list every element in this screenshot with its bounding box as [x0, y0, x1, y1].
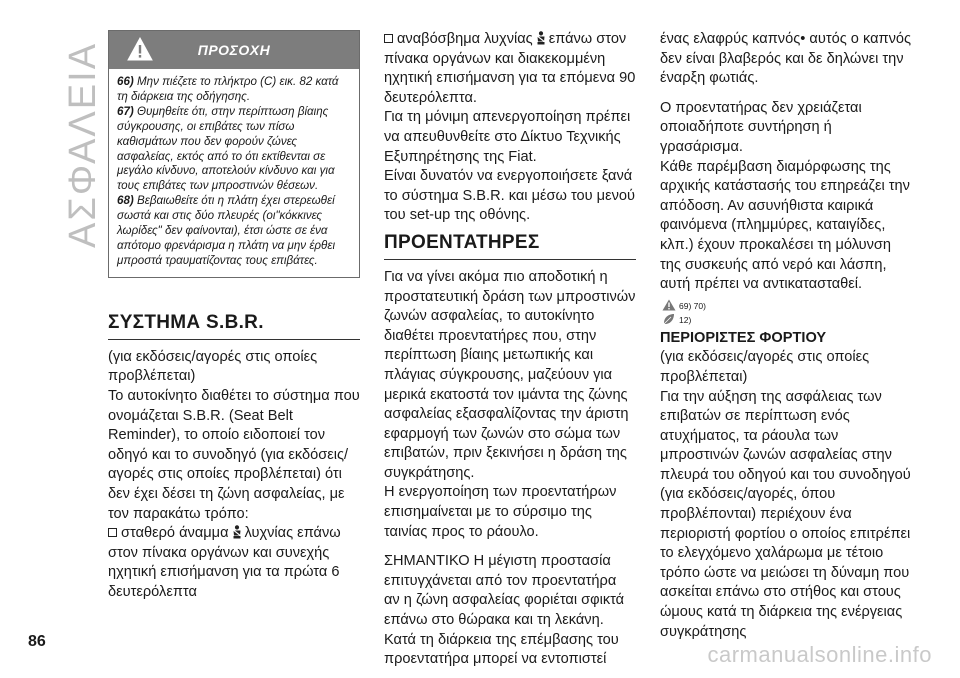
warning-title: ΠΡΟΣΟΧΗ: [197, 42, 271, 58]
load-limiters-availability: (για εκδόσεις/αγορές στις οποίες προβλέπεται): [660, 349, 870, 385]
bullet-text: σταθερό άναμμα: [121, 525, 229, 542]
section-tab-label: ΑΣΦΑΛΕΙΑ: [62, 41, 104, 248]
warning-item-67: [117, 105, 351, 194]
warning-item-66: [117, 75, 351, 105]
warning-number: 67): [117, 104, 134, 118]
seatbelt-icon: [231, 525, 243, 539]
warning-body: [109, 69, 359, 277]
sbr-description: Το αυτοκίνητο διαθέτει το σύστημα που ονομάζεται S.B.R. (Seat Belt Reminder), το οποίο ειδοποιεί τον οδηγό και το συνοδηγό (για εκδόσεις/αγορές στις οποίες προβλέπεται) ότι δεν έχει δέσει τη ζώνη ασφαλείας, με τον παρακάτω τρόπο:: [108, 387, 360, 522]
bullet-square-icon: [108, 528, 117, 537]
column-2: [384, 30, 636, 670]
watermark: carmanualsonline.info: [707, 642, 932, 667]
load-limiters-heading: ΠΕΡΙΟΡΙΣΤΕΣ ΦΟΡΤΙΟΥ: [660, 329, 827, 346]
reference-numbers: 12): [679, 314, 692, 325]
pretensioners-p2: Η ενεργοποίηση των προεντατήρων επισημαίνεται με το σύρσιμο της ταινίας προς το ράουλο.: [384, 484, 617, 540]
reference-numbers: 69) 70): [679, 300, 706, 311]
bullet-text: αναβόσβημα λυχνίας: [397, 31, 533, 47]
pretensioners-p1: Για να γίνει ακόμα πιο αποδοτική η προστατευτική δράση των μπροστινών ζωνών ασφαλείας, το αυτοκίνητο διαθέτει προεντατήρες που, στην περίπτωση βίαιης μετωπικής και πλάγιας σύγκρουσης, μαζεύουν για μερικά εκατοστά τον ιμάντα της ζώνης ασφαλείας εξασφαλίζοντας την άριστη εφαρμογή των ζωνών στο σώμα των επιβατών, πριν ξεκινήσει η δράση της συγκράτησης.: [384, 268, 636, 481]
pretensioners-p4: Κατά τη διάρκεια της επέμβασης του προεντατήρα μπορεί να εντοπιστεί: [384, 631, 619, 668]
warning-header: [109, 31, 359, 69]
warning-triangle-icon: [662, 299, 676, 311]
page-number: 86: [28, 633, 46, 650]
pretensioners-p7: Κάθε παρέμβαση διαμόρφωσης της αρχικής κατάστασής του επηρεάζει την απόδοση. Αν ασυνήθιστα καιρικά φαινόμενα (πλημμύρες, καταιγίδες, κλπ.) έχουν προκαλέσει τη μόλυνση της συσκευής από νερό και λάσπη, αυτή πρέπει να αντικατασταθεί.: [660, 158, 910, 293]
bullet-text: λυχνίας επάνω στον πίνακα οργάνων και συνεχής ηχητική επισήμανση για τα πρώτα 6 δευτερόλεπτα: [108, 525, 341, 600]
references: [662, 299, 912, 327]
sbr-bullet-2: [384, 30, 636, 108]
warning-text: Βεβαιωθείτε ότι η πλάτη έχει στερεωθεί σωστά και στις δύο πλευρές (οι"κόκκινες λωρίδες" δεν φαίνονται), έτσι ώστε σε ένα απότομο φρενάρισμα η πλάτη να μην έρθει μπροστά τραυματίζοντας τους επιβάτες.: [117, 194, 336, 267]
reference-warning: [662, 299, 912, 313]
load-limiters-description: Για την αύξηση της ασφάλειας των επιβατών σε περίπτωση ενός ατυχήματος, τα ράουλα των μπροστινών ζωνών ασφαλείας στην πλευρά του οδηγού και του συνοδηγού (για εκδόσεις/αγορές, όπου προβλέπονται) περιέχουν ένα περιοριστή φορτίου ο οποίος επιτρέπει το ελεγχόμενο χαλάρωμα με τέτοιο τρόπο ώστε να μειώσει τη δύναμη που ασκείται επάνω στο στήθος και στους ώμους κατά τη διάρκεια της ενέργειας συγκράτησης: [660, 388, 911, 640]
warning-item-68: [117, 194, 351, 269]
column-3: [660, 30, 912, 642]
column-1: [108, 30, 360, 603]
sbr-deactivation: Για τη μόνιμη απενεργοποίηση πρέπει να απευθυνθείτε στο Δίκτυο Τεχνικής Εξυπηρέτησης της Fiat.: [384, 109, 631, 165]
sbr-heading: ΣΥΣΤΗΜΑ S.B.R.: [108, 312, 360, 340]
bullet-square-icon: [384, 34, 393, 43]
sbr-availability: (για εκδόσεις/αγορές στις οποίες προβλέπεται): [108, 348, 318, 385]
warning-number: 68): [117, 194, 134, 208]
pretensioners-p5: ένας ελαφρύς καπνός• αυτός ο καπνός δεν είναι βλαβερός και δε δηλώνει την έναρξη φωτιάς.: [660, 31, 912, 87]
warning-number: 66): [117, 75, 134, 88]
seatbelt-icon: [535, 31, 547, 45]
section-tab: [18, 18, 104, 248]
sbr-bullet-1: [108, 524, 360, 602]
leaf-icon: [662, 313, 676, 325]
warning-text: Θυμηθείτε ότι, στην περίπτωση βίαιης σύγκρουσης, οι επιβάτες των πίσω καθισμάτων που δεν φορούν ζώνες ασφαλείας, εκτός από το ότι εκτίθενται σε μεγάλο κίνδυνο, αποτελούν κίνδυνο και για τους επιβάτες των μπροστινών θέσεων.: [117, 104, 335, 193]
pretensioners-important: ΣΗΜΑΝΤΙΚΟ Η μέγιστη προστασία επιτυγχάνεται από τον προεντατήρα αν η ζώνη ασφαλείας φοριέται σφικτά επάνω στο θώρακα και τη λεκάνη.: [384, 553, 625, 629]
pretensioners-heading: ΠΡΟΕΝΤΑΤΗΡΕΣ: [384, 232, 636, 260]
sbr-reactivation: Είναι δυνατόν να ενεργοποιήσετε ξανά το σύστημα S.B.R. και μέσω του μενού του set-up της οθόνης.: [384, 168, 635, 224]
warning-text: Μην πιέζετε το πλήκτρο (C) εικ. 82 κατά τη διάρκεια της οδήγησης.: [117, 75, 339, 103]
reference-note: [662, 313, 912, 327]
warning-box: [108, 30, 360, 278]
bullet-text: επάνω στον πίνακα οργάνων και διακεκομμένη ηχητική επισήμανση για τα επόμενα 90 δευτερόλεπτα.: [384, 31, 636, 106]
pretensioners-p6: Ο προεντατήρας δεν χρειάζεται οποιαδήποτε συντήρηση ή γρασάρισμα.: [660, 99, 862, 155]
